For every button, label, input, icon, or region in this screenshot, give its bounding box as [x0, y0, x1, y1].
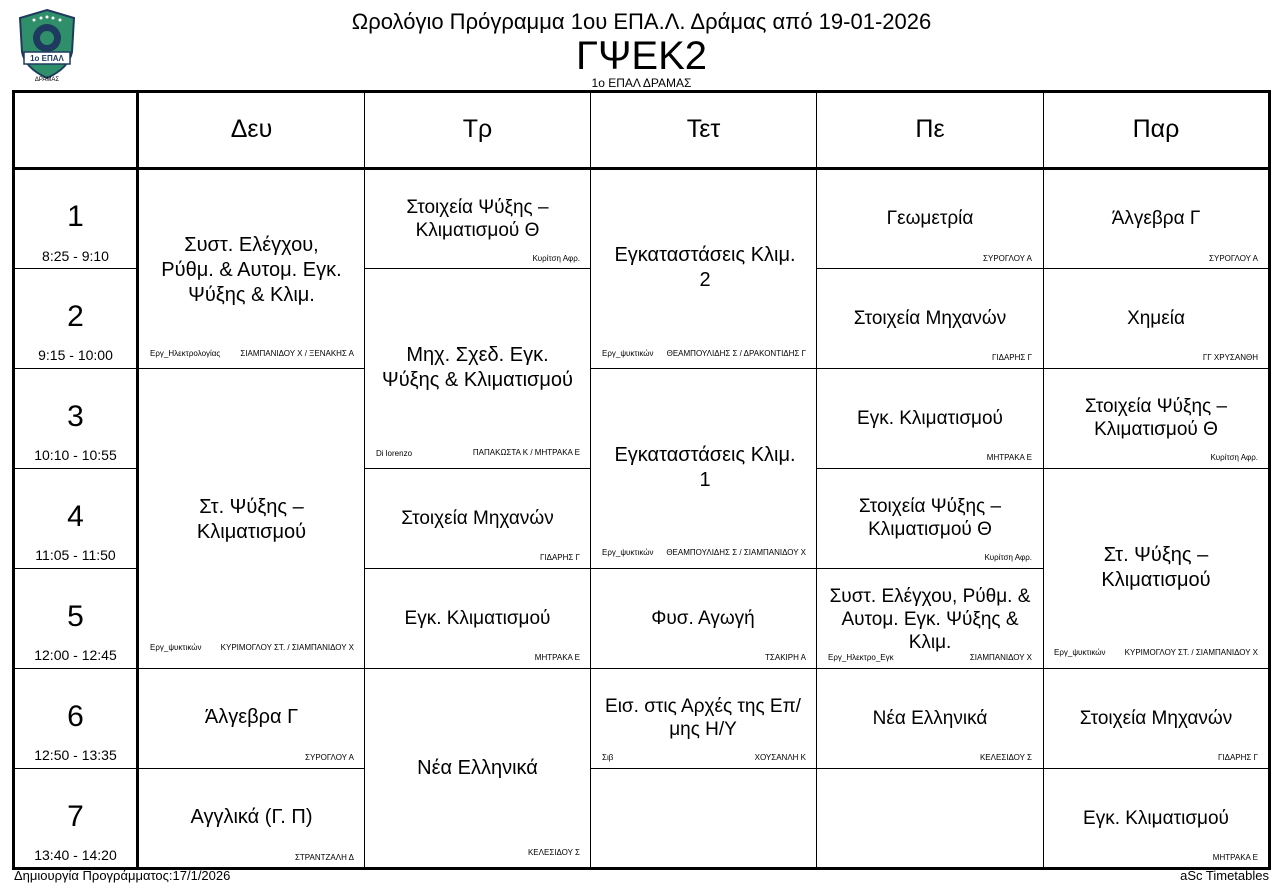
- lesson-subject: Μηχ. Σχεδ. Εγκ. Ψύξης & Κλιματισμού: [382, 344, 573, 391]
- lesson-subject: Νέα Ελληνικά: [872, 708, 988, 729]
- logo-text: 1ο ΕΠΑΛ: [30, 54, 64, 63]
- period-time: 12:00 - 12:45: [34, 647, 117, 663]
- period-number: 1: [67, 200, 84, 233]
- lesson-teacher: Κυρίτση Αφρ.: [984, 553, 1032, 562]
- lesson-teacher: ΜΗΤΡΑΚΑ Ε: [1212, 853, 1258, 862]
- lesson-teacher: ΚΥΡΙΜΟΓΛΟΥ ΣΤ. / ΣΙΑΜΠΑΝΙΔΟΥ Χ: [220, 643, 354, 652]
- lesson-teacher: ΤΣΑΚΙΡΗ Α: [765, 653, 806, 662]
- lesson-subject: Εγκ. Κλιματισμού: [857, 408, 1003, 429]
- lesson-subject: Εισ. στις Αρχές της Επ/μης Η/Υ: [605, 696, 801, 740]
- lesson-room: Εργ_ψυκτικών: [602, 349, 654, 358]
- lesson-teacher: Κυρίτση Αφρ.: [532, 254, 580, 263]
- lesson-teacher: ΣΙΑΜΠΑΝΙΔΟΥ Χ / ΞΕΝΑΚΗΣ Α: [240, 349, 354, 358]
- lesson-teacher: ΓΓ ΧΡΥΣΑΝΘΗ: [1202, 353, 1258, 362]
- class-name: ΓΨΕΚ2: [575, 34, 708, 78]
- lesson-teacher: ΚΕΛΕΣΙΔΟΥ Σ: [527, 848, 580, 857]
- day-header-wed: Τετ: [686, 115, 721, 143]
- lesson-teacher: ΘΕΑΜΠΟΥΛΙΔΗΣ Σ / ΣΙΑΜΠΑΝΙΔΟΥ Χ: [666, 548, 806, 557]
- lesson-room: Εργ_Ηλεκτρο_Εγκ: [828, 653, 894, 662]
- day-header-tue: Τρ: [462, 115, 493, 143]
- lesson-subject: Εγκ. Κλιματισμού: [404, 608, 551, 629]
- lesson-subject: Γεωμετρία: [886, 208, 974, 229]
- lesson-teacher: ΣΤΡΑΝΤΖΑΛΗ Δ: [294, 853, 354, 862]
- lesson-room: Σιβ: [602, 753, 614, 762]
- lesson-teacher: ΧΟΥΣΑΝΛΗ Κ: [754, 753, 806, 762]
- period-time: 9:15 - 10:00: [38, 347, 113, 363]
- lesson-teacher: ΓΙΔΑΡΗΣ Γ: [1218, 753, 1258, 762]
- software-credit: aSc Timetables: [1180, 868, 1269, 883]
- period-number: 2: [67, 300, 84, 333]
- lesson-subject: Στοιχεία Μηχανών: [401, 508, 554, 529]
- lesson-teacher: ΣΥΡΟΓΛΟΥ Α: [983, 254, 1032, 263]
- day-header-mon: Δευ: [230, 115, 273, 143]
- lesson-teacher: ΜΗΤΡΑΚΑ Ε: [534, 653, 580, 662]
- lesson-subject: Εγκαταστάσεις Κλιμ. 2: [614, 244, 796, 291]
- lesson-room: Εργ_Ηλεκτρολογίας: [150, 349, 221, 358]
- lesson-teacher: Κυρίτση Αφρ.: [1210, 453, 1258, 462]
- logo-subtext: ΔΡΑΜΑΣ: [34, 77, 60, 83]
- day-header-thu: Πε: [915, 115, 945, 143]
- lesson-teacher: ΚΕΛΕΣΙΔΟΥ Σ: [979, 753, 1032, 762]
- period-number: 5: [67, 600, 84, 633]
- lesson-room: Εργ_ψυκτικών: [150, 643, 202, 652]
- lesson-room: Εργ_ψυκτικών: [602, 548, 654, 557]
- lesson-subject: Άλγεβρα Γ: [204, 706, 299, 728]
- period-number: 4: [67, 500, 84, 533]
- lesson-subject: Άλγεβρα Γ: [1111, 208, 1201, 229]
- lesson-subject: Συστ. Ελέγχου, Ρύθμ. & Αυτομ. Εγκ. Ψύξης & Κλιμ.: [161, 233, 342, 306]
- lesson-teacher: ΣΥΡΟΓΛΟΥ Α: [305, 753, 354, 762]
- period-number: 7: [67, 800, 84, 833]
- lesson-subject: Στοιχεία Ψύξης – Κλιματισμού Θ: [406, 197, 549, 241]
- lesson-room: Di lorenzo: [376, 449, 413, 458]
- period-number: 3: [67, 400, 84, 433]
- lesson-subject: Στοιχεία Ψύξης – Κλιματισμού Θ: [1084, 396, 1228, 440]
- lesson-subject: Νέα Ελληνικά: [417, 757, 538, 779]
- lesson-teacher: ΚΥΡΙΜΟΓΛΟΥ ΣΤ. / ΣΙΑΜΠΑΝΙΔΟΥ Χ: [1124, 648, 1258, 657]
- lesson-subject: Στ. Ψύξης – Κλιματισμού: [196, 496, 307, 543]
- period-time: 12:50 - 13:35: [34, 747, 117, 763]
- lesson-teacher: ΣΙΑΜΠΑΝΙΔΟΥ Χ: [969, 653, 1032, 662]
- lesson-teacher: ΜΗΤΡΑΚΑ Ε: [986, 453, 1032, 462]
- period-time: 8:25 - 9:10: [42, 248, 109, 264]
- lesson-subject: Στοιχεία Μηχανών: [853, 308, 1007, 329]
- lesson-teacher: ΘΕΑΜΠΟΥΛΙΔΗΣ Σ / ΔΡΑΚΟΝΤΙΔΗΣ Γ: [666, 349, 806, 358]
- lesson-subject: Στοιχεία Ψύξης – Κλιματισμού Θ: [858, 496, 1002, 540]
- lesson-room: Εργ_ψυκτικών: [1054, 648, 1106, 657]
- lesson-subject: Εγκ. Κλιματισμού: [1083, 808, 1229, 829]
- lesson-teacher: ΠΑΠΑΚΩΣΤΑ Κ / ΜΗΤΡΑΚΑ Ε: [472, 448, 580, 457]
- lesson-subject: Αγγλικά (Γ. Π): [190, 806, 313, 828]
- period-number: 6: [67, 700, 84, 733]
- lesson-subject: Στ. Ψύξης – Κλιματισμού: [1101, 544, 1211, 591]
- day-header-fri: Παρ: [1132, 115, 1180, 143]
- lesson-teacher: ΓΙΔΑΡΗΣ Γ: [992, 353, 1032, 362]
- period-time: 10:10 - 10:55: [34, 447, 117, 463]
- lesson-subject: Φυσ. Αγωγή: [651, 608, 755, 629]
- lesson-subject: Χημεία: [1127, 308, 1185, 329]
- page-title: Ωρολόγιο Πρόγραμμα 1ου ΕΠΑ.Λ. Δράμας από 19-01-2026: [351, 9, 932, 34]
- lesson-subject: Στοιχεία Μηχανών: [1079, 708, 1233, 729]
- school-name: 1ο ΕΠΑΛ ΔΡΑΜΑΣ: [591, 76, 692, 90]
- lesson-teacher: ΣΥΡΟΓΛΟΥ Α: [1209, 254, 1258, 263]
- lesson-teacher: ΓΙΔΑΡΗΣ Γ: [540, 553, 580, 562]
- creation-date: Δημιουργία Προγράμματος:17/1/2026: [14, 868, 231, 883]
- lesson-subject: Εγκαταστάσεις Κλιμ. 1: [614, 444, 796, 491]
- lesson-subject: Συστ. Ελέγχου, Ρύθμ. & Αυτομ. Εγκ. Ψύξης & Κλιμ.: [829, 585, 1031, 653]
- period-time: 11:05 - 11:50: [35, 547, 116, 563]
- period-time: 13:40 - 14:20: [34, 847, 117, 863]
